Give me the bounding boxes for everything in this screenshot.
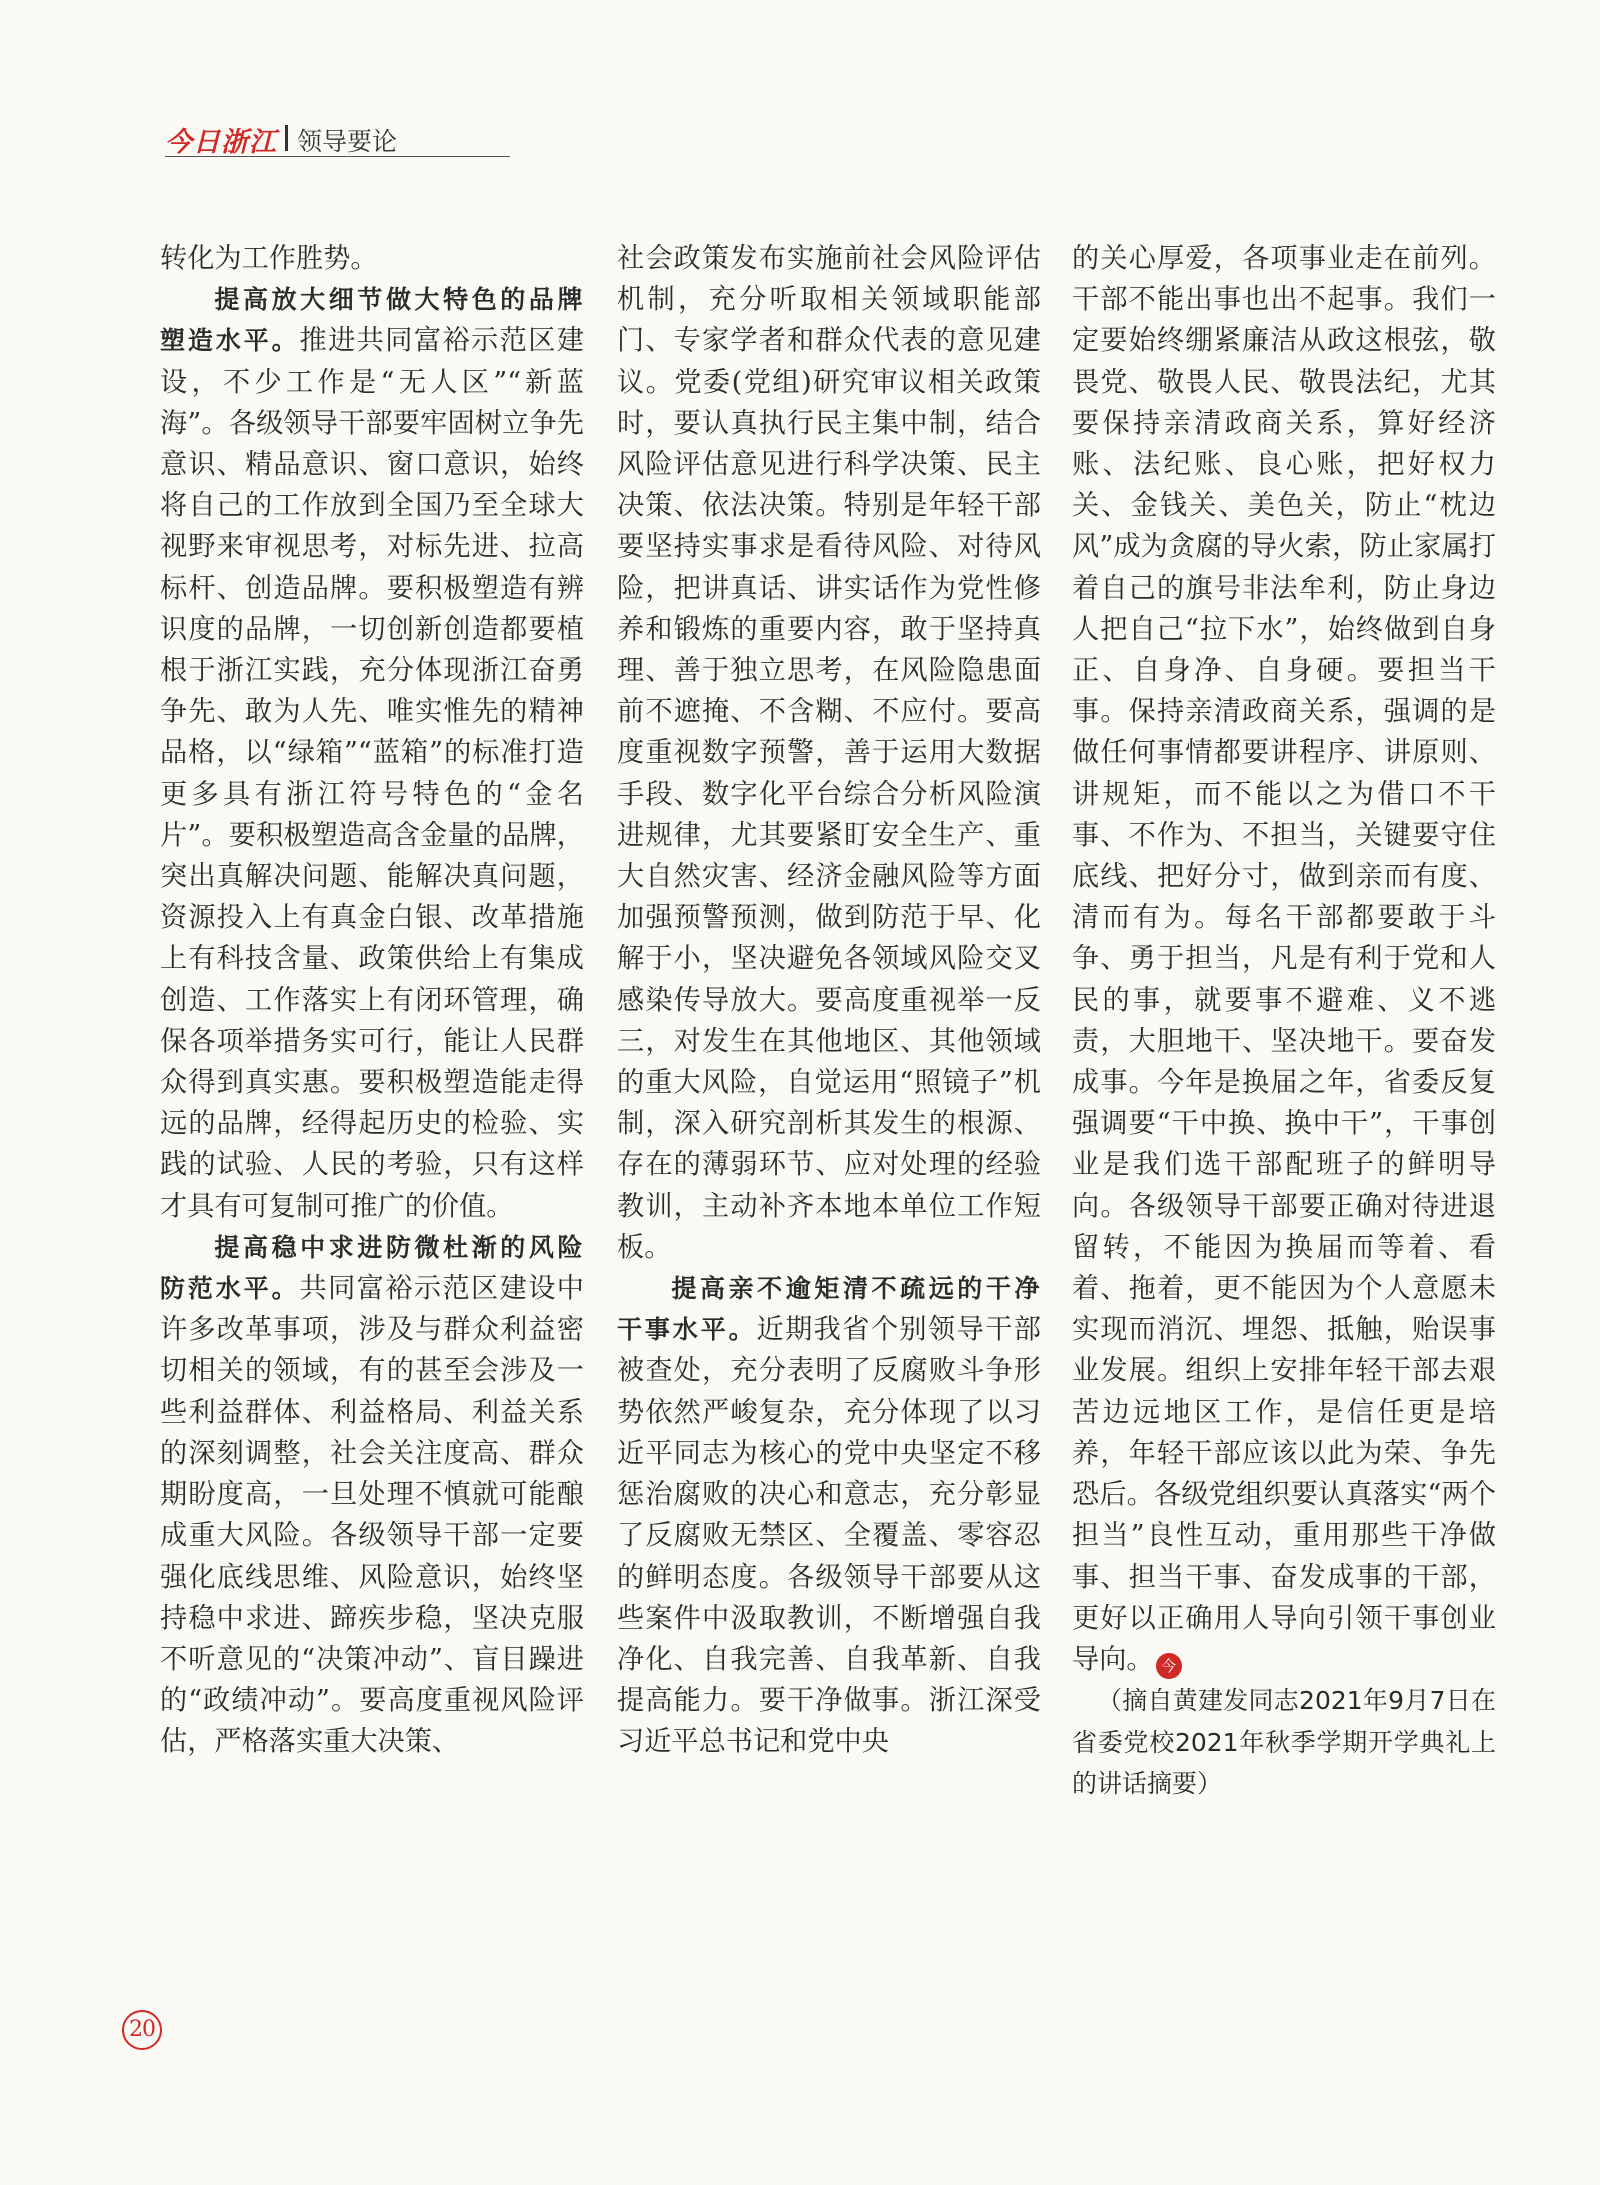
paragraph-body: 的关心厚爱，各项事业走在前列。干部不能出事也出不起事。我们一定要始终绷紧廉洁从政这根弦，敬畏党、敬畏人民、敬畏法纪，尤其要保持亲清政商关系，算好经济账、法纪账、良心账，把好权力关、金钱关、美色关，防止“枕边风”成为贪腐的导火索，防止家属打着自己的旗号非法牟利，防止身边人把自己“拉下水”，始终做到自身正、自身净、自身硬。要担当干事。保持亲清政商关系，强调的是做任何事情都要讲程序、讲原则、讲规矩，而不能以之为借口不干事、不作为、不担当，关键要守住底线、把好分寸，做到亲而有度、清而有为。每名干部都要敢于斗争、勇于担当，凡是有利于党和人民的事，就要事不避难、义不逃责，大胆地干、坚决地干。要奋发成事。今年是换届之年，省委反复强调要“干中换、换中干”，干事创业是我们选干部配班子的鲜明导向。各级领导干部要正确对待进退留转，不能因为换届而等着、看着、拖着，更不能因为个人意愿未实现而消沉、埋怨、抵触，贻误事业发展。组织上安排年轻干部去艰苦边远地区工作，是信任更是培养，年轻干部应该以此为荣、争先恐后。各级党组织要认真落实“两个担当”良性互动，重用那些干净做事、担当干事、奋发成事的干部，更好以正确用人导向引领干事创业导向。 <box>1072 243 1496 1675</box>
paragraph-body: 近期我省个别领导干部被查处，充分表明了反腐败斗争形势依然严峻复杂，充分体现了以习近平同志为核心的党中央坚定不移惩治腐败的决心和意志，充分彰显了反腐败无禁区、全覆盖、零容忍的鲜明态度。各级领导干部要从这些案件中汲取教训，不断增强自我净化、自我完善、自我革新、自我提高能力。要干净做事。浙江深受习近平总书记和党中央 <box>617 1314 1041 1758</box>
paragraph <box>1072 238 1496 1680</box>
paragraph: 转化为工作胜势。 <box>160 243 378 274</box>
header-separator <box>285 125 288 151</box>
magazine-logo: 今日浙江 <box>165 127 277 158</box>
page-number: 20 <box>122 2010 162 2050</box>
text-column-1 <box>160 238 584 1763</box>
text-column-2 <box>617 238 1041 1763</box>
paragraph-body: 共同富裕示范区建设中许多改革事项，涉及与群众利益密切相关的领域，有的甚至会涉及一些利益群体、利益格局、利益关系的深刻调整，社会关注度高、群众期盼度高，一旦处理不慎就可能酿成重大风险。各级领导干部一定要强化底线思维、风险意识，始终坚持稳中求进、蹄疾步稳，坚决克服不听意见的“决策冲动”、盲目躁进的“政绩冲动”。要高度重视风险评估，严格落实重大决策、 <box>160 1273 584 1758</box>
paragraph-heading: 提高稳中求进防微杜渐的风险防范水平。 <box>160 1232 584 1304</box>
paragraph <box>160 279 584 1227</box>
paragraph-body: 推进共同富裕示范区建设，不少工作是“无人区”“新蓝海”。各级领导干部要牢固树立争先意识、精品意识、窗口意识，始终将自己的工作放到全国乃至全球大视野来审视思考，对标先进、拉高标杆、创造品牌。要积极塑造有辨识度的品牌，一切创新创造都要植根于浙江实践，充分体现浙江奋勇争先、敢为人先、唯实惟先的精神品格，以“绿箱”“蓝箱”的标准打造更多具有浙江符号特色的“金名片”。要积极塑造高含金量的品牌，突出真解决问题、能解决真问题，资源投入上有真金白银、改革措施上有科技含量、政策供给上有集成创造、工作落实上有闭环管理，确保各项举措务实可行，能让人民群众得到真实惠。要积极塑造能走得远的品牌，经得起历史的检验、实践的试验、人民的考验，只有这样才具有可复制可推广的价值。 <box>160 325 584 1222</box>
paragraph: 社会政策发布实施前社会风险评估机制，充分听取相关领域职能部门、专家学者和群众代表的意见建议。党委(党组)研究审议相关政策时，要认真执行民主集中制，结合风险评估意见进行科学决策、民主决策、依法决策。特别是年轻干部要坚持实事求是看待风险、对待风险，把讲真话、讲实话作为党性修养和锻炼的重要内容，敢于坚持真理、善于独立思考，在风险隐患面前不遮掩、不含糊、不应付。要高度重视数字预警，善于运用大数据手段、数字化平台综合分析风险演进规律，尤其要紧盯安全生产、重大自然灾害、经济金融风险等方面加强预警预测，做到防范于早、化解于小，坚决避免各领域风险交叉感染传导放大。要高度重视举一反三，对发生在其他地区、其他领域的重大风险，自觉运用“照镜子”机制，深入研究剖析其发生的根源、存在的薄弱环节、应对处理的经验教训，主动补齐本地本单位工作短板。 <box>617 243 1041 1263</box>
source-note: （摘自黄建发同志2021年9月7日在省委党校2021年秋季学期开学典礼上的讲话摘要） <box>1072 1686 1496 1799</box>
section-title: 领导要论 <box>297 127 398 156</box>
paragraph <box>617 1268 1041 1762</box>
page-header <box>165 122 510 157</box>
paragraph <box>160 1227 584 1763</box>
paragraph-heading: 提高放大细节做大特色的品牌塑造水平。 <box>160 285 584 356</box>
text-column-3 <box>1072 238 1496 1805</box>
paragraph-heading: 提高亲不逾矩清不疏远的干净干事水平。 <box>617 1274 1041 1345</box>
end-mark-icon: 今 <box>1156 1653 1182 1679</box>
